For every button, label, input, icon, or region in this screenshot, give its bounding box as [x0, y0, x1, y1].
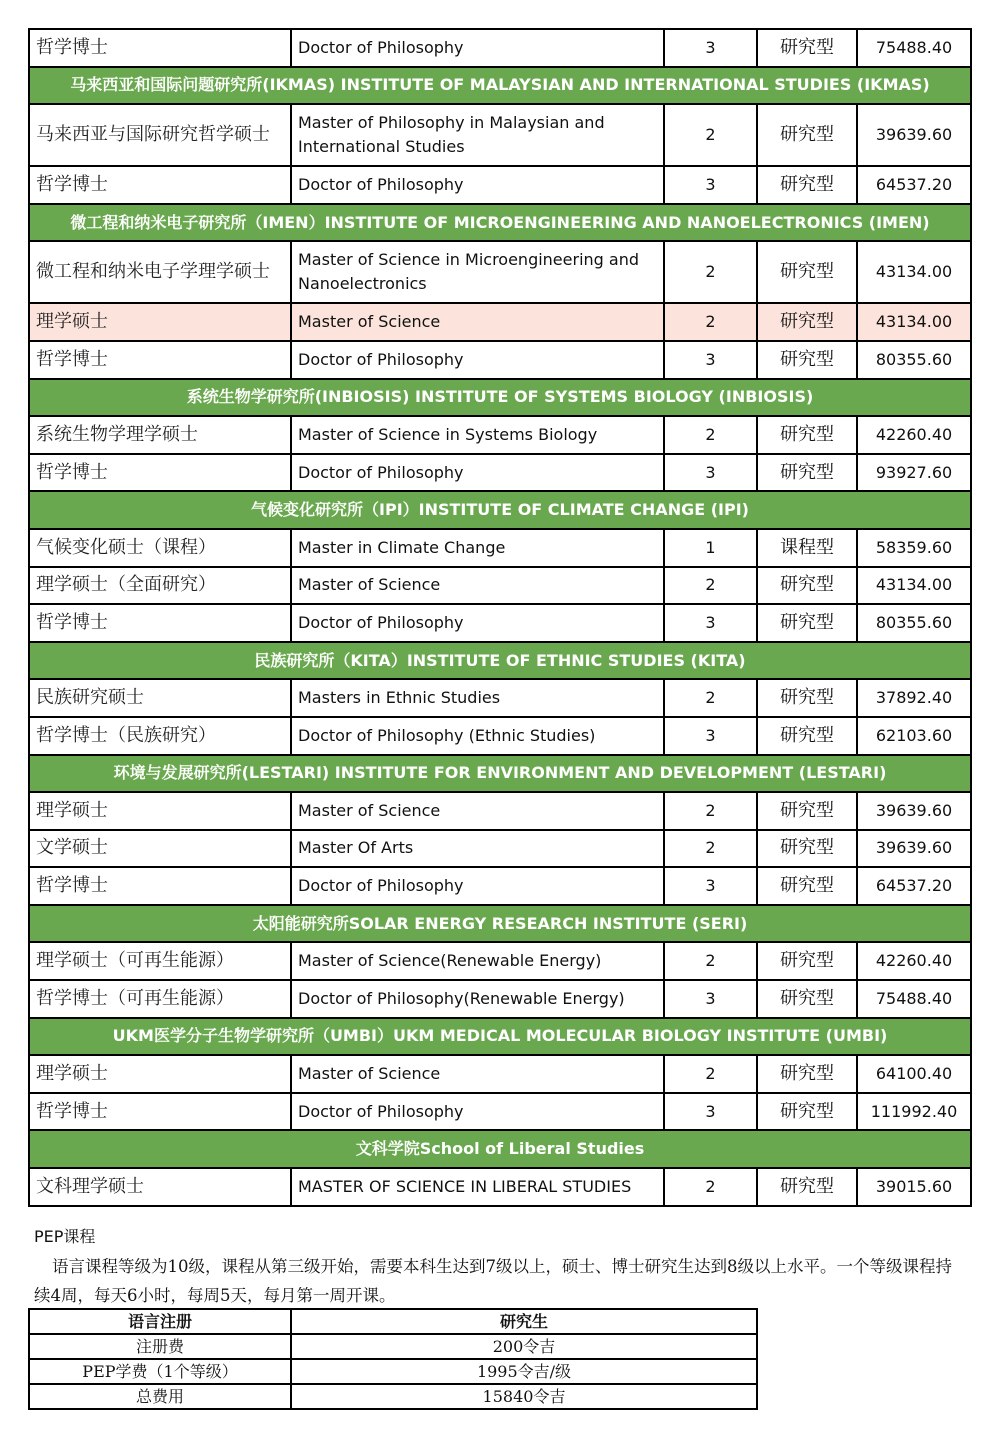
program-name-en: MASTER OF SCIENCE IN LIBERAL STUDIES — [291, 1168, 664, 1206]
pep-item-value: 15840令吉 — [291, 1384, 757, 1409]
program-name-en: Doctor of Philosophy (Ethnic Studies) — [291, 717, 664, 755]
duration-years: 2 — [664, 1168, 757, 1206]
program-row — [29, 604, 971, 642]
program-name-cn: 理学硕士 — [29, 1055, 291, 1093]
tuition-fee: 39639.60 — [857, 792, 971, 830]
program-name-cn: 哲学博士（可再生能源） — [29, 980, 291, 1018]
program-type: 研究型 — [757, 792, 857, 830]
program-type: 研究型 — [757, 166, 857, 204]
program-name-en: Doctor of Philosophy — [291, 166, 664, 204]
program-type: 研究型 — [757, 717, 857, 755]
program-name-en: Master in Climate Change — [291, 529, 664, 567]
section-header-row — [29, 491, 971, 529]
duration-years: 2 — [664, 104, 757, 166]
pep-item-label: 注册费 — [29, 1334, 291, 1359]
program-name-cn: 哲学博士（民族研究） — [29, 717, 291, 755]
program-row — [29, 717, 971, 755]
pep-item-value: 200令吉 — [291, 1334, 757, 1359]
program-row — [29, 792, 971, 830]
program-name-cn: 理学硕士 — [29, 303, 291, 341]
tuition-fee: 37892.40 — [857, 679, 971, 717]
duration-years: 3 — [664, 1093, 757, 1131]
section-header-row — [29, 379, 971, 417]
program-row — [29, 1093, 971, 1131]
pep-table-header — [29, 1309, 757, 1334]
section-title: 马来西亚和国际问题研究所(IKMAS) INSTITUTE OF MALAYSIAN AND INTERNATIONAL STUDIES (IKMAS) — [29, 67, 971, 105]
duration-years: 2 — [664, 567, 757, 605]
program-type: 研究型 — [757, 1093, 857, 1131]
tuition-fee: 75488.40 — [857, 980, 971, 1018]
duration-years: 2 — [664, 679, 757, 717]
tuition-fee: 111992.40 — [857, 1093, 971, 1131]
tuition-fee: 39639.60 — [857, 830, 971, 868]
tuition-fee: 64100.40 — [857, 1055, 971, 1093]
program-row — [29, 454, 971, 492]
section-header-row — [29, 204, 971, 242]
program-name-cn: 哲学博士 — [29, 166, 291, 204]
program-type: 研究型 — [757, 567, 857, 605]
section-title: UKM医学分子生物学研究所（UMBI）UKM MEDICAL MOLECULAR BIOLOGY INSTITUTE (UMBI) — [29, 1018, 971, 1056]
program-name-cn: 哲学博士 — [29, 604, 291, 642]
program-type: 研究型 — [757, 867, 857, 905]
program-name-en: Doctor of Philosophy — [291, 1093, 664, 1131]
tuition-fee: 64537.20 — [857, 867, 971, 905]
tuition-fee: 39015.60 — [857, 1168, 971, 1206]
program-type: 研究型 — [757, 942, 857, 980]
program-type: 研究型 — [757, 1168, 857, 1206]
program-row — [29, 679, 971, 717]
program-type: 研究型 — [757, 604, 857, 642]
duration-years: 2 — [664, 792, 757, 830]
pep-item-label: PEP学费（1个等级） — [29, 1359, 291, 1384]
program-name-cn: 民族研究硕士 — [29, 679, 291, 717]
program-name-en: Master of Science in Systems Biology — [291, 416, 664, 454]
duration-years: 2 — [664, 942, 757, 980]
tuition-fee: 39639.60 — [857, 104, 971, 166]
program-name-cn: 理学硕士（全面研究） — [29, 567, 291, 605]
section-title: 微工程和纳米电子研究所（IMEN）INSTITUTE OF MICROENGINEERING AND NANOELECTRONICS (IMEN) — [29, 204, 971, 242]
duration-years: 2 — [664, 303, 757, 341]
duration-years: 2 — [664, 1055, 757, 1093]
section-title: 系统生物学研究所(INBIOSIS) INSTITUTE OF SYSTEMS BIOLOGY (INBIOSIS) — [29, 379, 971, 417]
program-type: 研究型 — [757, 679, 857, 717]
duration-years: 3 — [664, 980, 757, 1018]
program-name-cn: 马来西亚与国际研究哲学硕士 — [29, 104, 291, 166]
program-row — [29, 166, 971, 204]
program-name-cn: 文学硕士 — [29, 830, 291, 868]
pep-table-row — [29, 1384, 757, 1409]
program-row — [29, 1055, 971, 1093]
program-type: 研究型 — [757, 830, 857, 868]
duration-years: 3 — [664, 341, 757, 379]
program-type: 研究型 — [757, 980, 857, 1018]
tuition-fee: 43134.00 — [857, 241, 971, 303]
program-name-en: Doctor of Philosophy — [291, 867, 664, 905]
tuition-fee: 93927.60 — [857, 454, 971, 492]
fee-table — [28, 28, 972, 1207]
section-header-row — [29, 67, 971, 105]
program-name-en: Doctor of Philosophy — [291, 604, 664, 642]
section-header-row — [29, 755, 971, 793]
tuition-fee: 43134.00 — [857, 303, 971, 341]
program-row — [29, 830, 971, 868]
program-name-en: Master of Science in Microengineering and Nanoelectronics — [291, 241, 664, 303]
program-name-en: Doctor of Philosophy — [291, 454, 664, 492]
section-title: 太阳能研究所SOLAR ENERGY RESEARCH INSTITUTE (SERI) — [29, 905, 971, 943]
section-header-row — [29, 905, 971, 943]
program-name-cn: 哲学博士 — [29, 29, 291, 67]
program-name-en: Master Of Arts — [291, 830, 664, 868]
pep-description: 语言课程等级为10级，课程从第三级开始，需要本科生达到7级以上，硕士、博士研究生达到8级以上水平。一个等级课程持续4周，每天6小时，每周5天，每月第一周开课。 — [34, 1257, 952, 1305]
program-type: 研究型 — [757, 341, 857, 379]
section-header-row — [29, 642, 971, 680]
program-row — [29, 567, 971, 605]
program-name-cn: 理学硕士 — [29, 792, 291, 830]
duration-years: 3 — [664, 717, 757, 755]
program-name-cn: 气候变化硕士（课程） — [29, 529, 291, 567]
program-type: 研究型 — [757, 303, 857, 341]
program-name-en: Master of Science(Renewable Energy) — [291, 942, 664, 980]
program-row — [29, 241, 971, 303]
pep-fee-table — [28, 1308, 758, 1410]
program-row — [29, 303, 971, 341]
pep-header-cell: 语言注册 — [29, 1309, 291, 1334]
tuition-fee: 42260.40 — [857, 416, 971, 454]
tuition-fee: 43134.00 — [857, 567, 971, 605]
tuition-fee: 80355.60 — [857, 604, 971, 642]
program-row — [29, 980, 971, 1018]
pep-table-row — [29, 1334, 757, 1359]
duration-years: 3 — [664, 867, 757, 905]
section-header-row — [29, 1018, 971, 1056]
duration-years: 2 — [664, 241, 757, 303]
program-name-cn: 哲学博士 — [29, 1093, 291, 1131]
program-type: 研究型 — [757, 241, 857, 303]
section-title: 环境与发展研究所(LESTARI) INSTITUTE FOR ENVIRONMENT AND DEVELOPMENT (LESTARI) — [29, 755, 971, 793]
program-name-cn: 哲学博士 — [29, 454, 291, 492]
program-row — [29, 29, 971, 67]
duration-years: 3 — [664, 29, 757, 67]
section-title: 民族研究所（KITA）INSTITUTE OF ETHNIC STUDIES (KITA) — [29, 642, 971, 680]
program-type: 研究型 — [757, 29, 857, 67]
tuition-fee: 80355.60 — [857, 341, 971, 379]
program-row — [29, 942, 971, 980]
duration-years: 3 — [664, 604, 757, 642]
program-row — [29, 104, 971, 166]
program-name-cn: 理学硕士（可再生能源） — [29, 942, 291, 980]
tuition-fee: 42260.40 — [857, 942, 971, 980]
duration-years: 3 — [664, 454, 757, 492]
duration-years: 3 — [664, 166, 757, 204]
pep-item-label: 总费用 — [29, 1384, 291, 1409]
program-name-cn: 文科理学硕士 — [29, 1168, 291, 1206]
program-row — [29, 529, 971, 567]
tuition-fee: 62103.60 — [857, 717, 971, 755]
program-name-cn: 哲学博士 — [29, 867, 291, 905]
program-type: 研究型 — [757, 416, 857, 454]
duration-years: 2 — [664, 830, 757, 868]
program-type: 研究型 — [757, 1055, 857, 1093]
duration-years: 1 — [664, 529, 757, 567]
program-name-en: Doctor of Philosophy(Renewable Energy) — [291, 980, 664, 1018]
program-name-cn: 微工程和纳米电子学理学硕士 — [29, 241, 291, 303]
pep-title: PEP课程 — [34, 1227, 96, 1246]
program-row — [29, 416, 971, 454]
section-title: 文科学院School of Liberal Studies — [29, 1130, 971, 1168]
program-row — [29, 867, 971, 905]
pep-table-row — [29, 1359, 757, 1384]
section-header-row — [29, 1130, 971, 1168]
pep-item-value: 1995令吉/级 — [291, 1359, 757, 1384]
program-type: 研究型 — [757, 104, 857, 166]
tuition-fee: 75488.40 — [857, 29, 971, 67]
section-title: 气候变化研究所（IPI）INSTITUTE OF CLIMATE CHANGE (IPI) — [29, 491, 971, 529]
program-name-en: Master of Philosophy in Malaysian and International Studies — [291, 104, 664, 166]
duration-years: 2 — [664, 416, 757, 454]
program-type: 课程型 — [757, 529, 857, 567]
program-name-en: Doctor of Philosophy — [291, 29, 664, 67]
program-name-en: Masters in Ethnic Studies — [291, 679, 664, 717]
program-name-en: Master of Science — [291, 1055, 664, 1093]
program-name-en: Master of Science — [291, 567, 664, 605]
tuition-fee: 58359.60 — [857, 529, 971, 567]
program-name-en: Master of Science — [291, 792, 664, 830]
program-name-en: Master of Science — [291, 303, 664, 341]
program-name-en: Doctor of Philosophy — [291, 341, 664, 379]
program-row — [29, 341, 971, 379]
pep-header-cell: 研究生 — [291, 1309, 757, 1334]
program-row — [29, 1168, 971, 1206]
program-type: 研究型 — [757, 454, 857, 492]
program-name-cn: 系统生物学理学硕士 — [29, 416, 291, 454]
program-name-cn: 哲学博士 — [29, 341, 291, 379]
tuition-fee: 64537.20 — [857, 166, 971, 204]
